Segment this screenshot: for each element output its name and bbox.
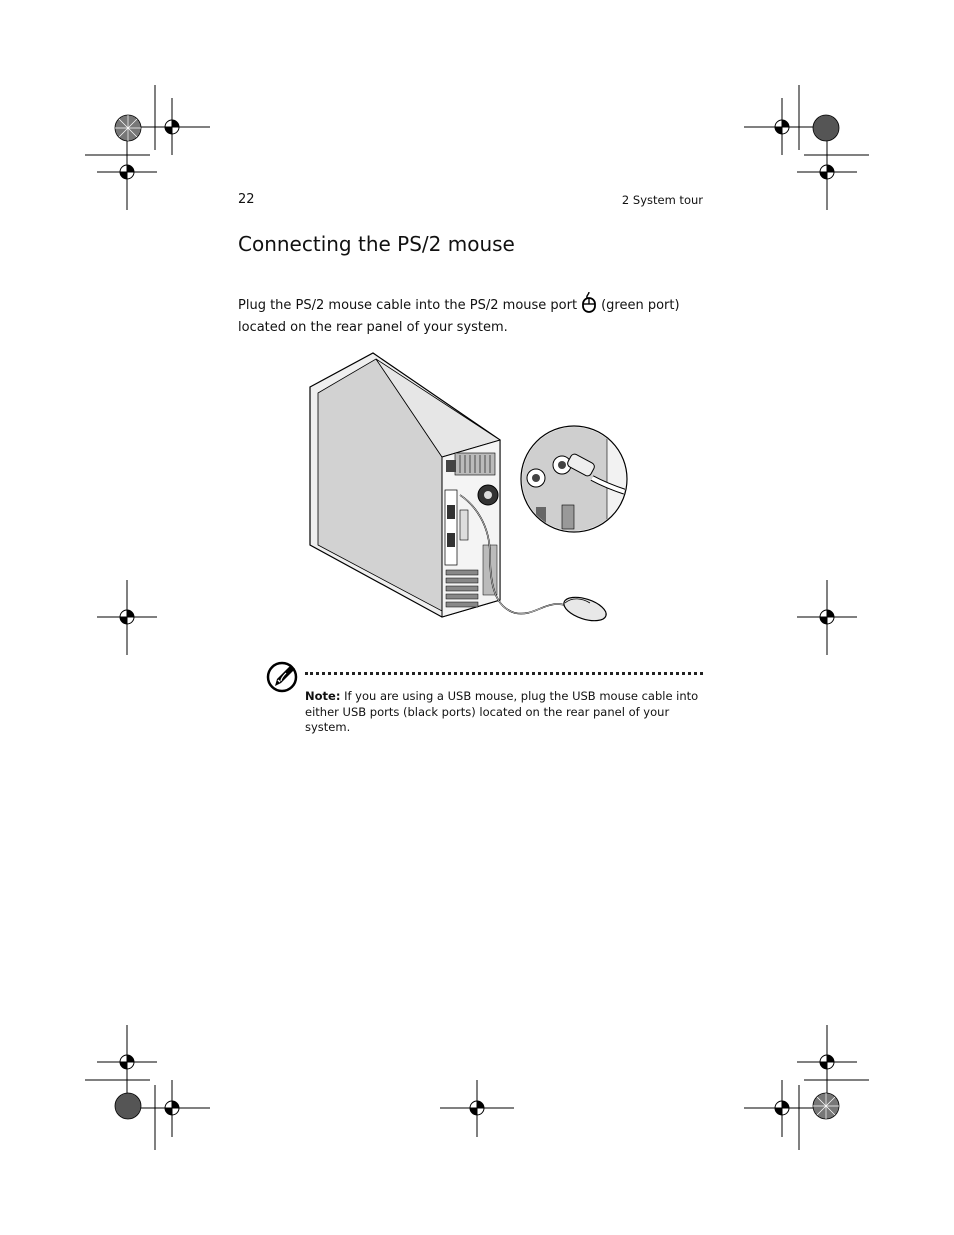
note-label: Note: <box>305 689 341 703</box>
instruction-paragraph <box>238 291 708 337</box>
note-divider <box>305 672 703 675</box>
page-number: 22 <box>238 192 255 207</box>
instruction-text-start: Plug the PS/2 mouse cable into the PS/2 mouse port <box>238 298 578 313</box>
chapter-heading: 2 System tour <box>621 193 703 207</box>
note-text <box>305 689 705 736</box>
computer-tower-illustration <box>300 345 630 630</box>
mouse-icon <box>581 291 597 319</box>
instruction-text-end: (green port) located on the rear panel of your system. <box>238 298 680 335</box>
section-title: Connecting the PS/2 mouse <box>238 232 515 256</box>
mouse-illustration <box>561 593 609 626</box>
ps2-port-closeup-icon <box>521 426 630 537</box>
computer-tower-icon <box>310 353 500 617</box>
note-pencil-icon <box>266 659 298 697</box>
note-body: If you are using a USB mouse, plug the USB mouse cable into either USB ports (black ports) located on the rear panel of your system. <box>305 689 699 734</box>
